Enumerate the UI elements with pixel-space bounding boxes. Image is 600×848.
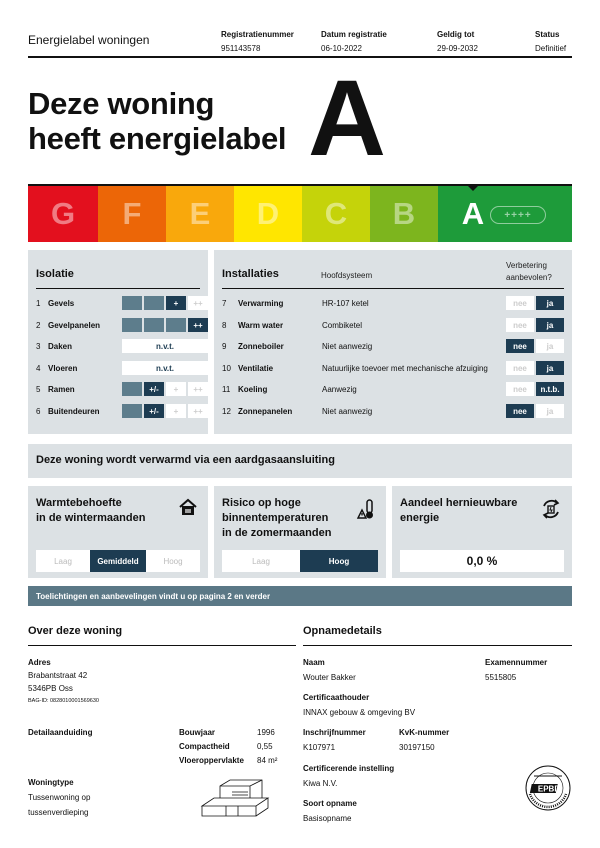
row-name: Gevels xyxy=(48,298,75,308)
improvement-option-ja: ja xyxy=(536,404,564,418)
row-name: Buitendeuren xyxy=(48,406,100,416)
woningtype-line: Tussenwoning op xyxy=(28,793,91,802)
field-value: Definitief xyxy=(535,44,567,53)
renewable-percentage: 0,0 % xyxy=(400,550,564,572)
active-class-marker xyxy=(466,184,480,191)
improvement-option-ja: n.t.b. xyxy=(536,382,564,396)
energy-class-b xyxy=(370,186,438,242)
improvement-option-nee: nee xyxy=(506,296,534,310)
warmtebehoefte-card xyxy=(28,486,208,578)
kvk-label: KvK-nummer xyxy=(399,728,450,737)
naam-block xyxy=(303,656,356,684)
risico-scale xyxy=(222,550,378,572)
bouwjaar-value: 1996 xyxy=(257,728,275,737)
examennummer-block xyxy=(485,656,547,684)
card-title-line: in de zomermaanden xyxy=(222,527,332,539)
epbd-logo xyxy=(524,764,572,817)
header-geldig-tot xyxy=(437,28,478,56)
compactheid-value: 0,55 xyxy=(257,742,273,751)
naam-value: Wouter Bakker xyxy=(303,673,356,682)
rating-cell: ++ xyxy=(188,404,208,418)
isolatie-row-vloeren xyxy=(36,361,208,375)
rating-cell xyxy=(166,318,186,332)
energy-class-g xyxy=(28,186,98,242)
label-text: Vloeroppervlakte xyxy=(179,756,244,765)
rating-cell: +/- xyxy=(144,382,164,396)
rating-cell xyxy=(144,318,164,332)
energy-class-c xyxy=(302,186,370,242)
header-status xyxy=(535,28,566,56)
improvement-option-ja: ja xyxy=(536,361,564,375)
rating-cell: ++ xyxy=(188,318,208,332)
field-label: Status xyxy=(535,30,560,39)
rating-cell xyxy=(122,382,142,396)
label-text: Bouwjaar xyxy=(179,728,216,737)
installaties-panel xyxy=(214,250,572,434)
energy-class-letter: G xyxy=(50,196,76,231)
rating-cell: ++ xyxy=(188,382,208,396)
scale-option-hoog: Hoog xyxy=(146,550,200,572)
row-system: Combiketel xyxy=(322,320,363,330)
installatie-row xyxy=(222,296,564,310)
header-divider xyxy=(28,56,572,58)
installatie-row xyxy=(222,318,564,332)
certificaathouder-block xyxy=(303,691,415,719)
card-title xyxy=(222,496,331,541)
card-title-line: energie xyxy=(400,512,440,524)
row-name: Verwarming xyxy=(238,298,284,308)
opnamedetails-title: Opnamedetails xyxy=(303,625,382,637)
energy-class-letter: F xyxy=(122,196,142,231)
kvk-value: 30197150 xyxy=(399,743,435,752)
woningtype-block xyxy=(28,776,90,819)
scale-option-laag: Laag xyxy=(36,550,90,572)
certificerende-instelling-block xyxy=(303,762,394,790)
energy-class-a xyxy=(438,186,572,242)
energy-class-letter: C xyxy=(324,196,348,231)
installatie-row xyxy=(222,361,564,375)
over-woning-title: Over deze woning xyxy=(28,625,123,637)
isolatie-row-gevelpanelen xyxy=(36,318,208,332)
rating-cell xyxy=(144,296,164,310)
row-number: 3 xyxy=(36,341,41,351)
instelling-value: Kiwa N.V. xyxy=(303,779,338,788)
rating-cells xyxy=(122,404,208,418)
rating-cells xyxy=(122,318,208,332)
explanation-note: Toelichtingen en aanbevelingen vindt u op pagina 2 en verder xyxy=(28,586,572,606)
energy-class-f xyxy=(98,186,166,242)
rating-cell: + xyxy=(166,404,186,418)
soort-label: Soort opname xyxy=(303,799,357,808)
header-registratienummer xyxy=(221,28,294,56)
document-title: Energielabel woningen xyxy=(28,33,150,47)
vloeroppervlakte-value: 84 m² xyxy=(257,756,278,765)
row-number: 12 xyxy=(222,406,231,416)
improvement-option-nee: nee xyxy=(506,318,534,332)
card-title xyxy=(36,496,145,526)
adres-block xyxy=(28,656,87,695)
energy-class-letter: A xyxy=(461,196,485,231)
row-system: Natuurlijke toevoer met mechanische afzuiging xyxy=(322,363,488,373)
building-illustration xyxy=(200,778,270,823)
field-label: Datum registratie xyxy=(321,30,387,39)
detailaanduiding-label xyxy=(28,726,92,739)
headline xyxy=(28,86,286,156)
improvement-option-ja: ja xyxy=(536,339,564,353)
soort-value: Basisopname xyxy=(303,814,352,823)
rating-cell: + xyxy=(166,382,186,396)
scale-option-gemiddeld: Gemiddeld xyxy=(90,550,146,572)
inschrijfnummer-value: K107971 xyxy=(303,743,336,752)
adres-postcode-city: 5346PB Oss xyxy=(28,684,73,693)
rating-cell xyxy=(122,296,142,310)
row-number: 1 xyxy=(36,298,41,308)
improvement-option-nee: nee xyxy=(506,361,534,375)
energy-class-letter: E xyxy=(189,196,211,231)
rating-cell xyxy=(122,318,142,332)
rating-cells xyxy=(122,382,208,396)
warmte-scale xyxy=(36,550,200,572)
risico-card xyxy=(214,486,386,578)
field-label: Registratienummer xyxy=(221,30,294,39)
energy-label-letter: A xyxy=(308,57,386,178)
row-name: Ramen xyxy=(48,384,75,394)
improvement-option-nee: nee xyxy=(506,339,534,353)
row-system: Aanwezig xyxy=(322,384,357,394)
improvement-option-ja: ja xyxy=(536,318,564,332)
column-header-hoofdsysteem: Hoofdsysteem xyxy=(321,271,373,280)
row-name: Warm water xyxy=(238,320,284,330)
section-divider xyxy=(303,645,572,646)
bouwjaar-label xyxy=(179,726,215,739)
row-number: 6 xyxy=(36,406,41,416)
header-line: Verbetering xyxy=(506,261,547,270)
rating-cell: + xyxy=(166,296,186,310)
card-title-line: Warmtebehoefte xyxy=(36,497,122,509)
field-label: Geldig tot xyxy=(437,30,475,39)
row-name: Vloeren xyxy=(48,363,78,373)
not-applicable-value: n.v.t. xyxy=(122,361,208,375)
card-title xyxy=(400,496,517,526)
certificaathouder-label: Certificaathouder xyxy=(303,693,370,702)
rating-cell: ++ xyxy=(188,296,208,310)
row-number: 11 xyxy=(222,384,231,394)
thermometer-warning-icon xyxy=(356,498,376,525)
label-text: Compactheid xyxy=(179,742,230,751)
isolatie-title: Isolatie xyxy=(36,268,74,280)
isolatie-row-gevels xyxy=(36,296,208,310)
row-number: 10 xyxy=(222,363,231,373)
divider xyxy=(36,288,200,289)
row-number: 4 xyxy=(36,363,41,373)
house-heating-icon xyxy=(178,498,198,521)
headline-line-2: heeft energielabel xyxy=(28,121,287,156)
row-name: Zonneboiler xyxy=(238,341,284,351)
isolatie-row-daken xyxy=(36,339,208,353)
rating-cell xyxy=(122,404,142,418)
card-title-line: Risico op hoge xyxy=(222,497,301,509)
energy-class-letter: D xyxy=(256,196,280,231)
renewable-energy-icon xyxy=(540,498,562,525)
heating-banner: Deze woning wordt verwarmd via een aardgasaansluiting xyxy=(28,444,572,478)
row-system: Niet aanwezig xyxy=(322,341,373,351)
row-system: HR-107 ketel xyxy=(322,298,369,308)
installatie-row xyxy=(222,404,564,418)
card-title-line: in de wintermaanden xyxy=(36,512,146,524)
scale-option-laag: Laag xyxy=(222,550,300,572)
row-system: Niet aanwezig xyxy=(322,406,373,416)
row-number: 8 xyxy=(222,320,227,330)
section-divider xyxy=(28,645,296,646)
instelling-label: Certificerende instelling xyxy=(303,764,395,773)
energy-label-bar xyxy=(28,184,572,242)
row-name: Koeling xyxy=(238,384,268,394)
isolatie-panel xyxy=(28,250,208,434)
adres-label: Adres xyxy=(28,658,51,667)
field-value: 29-09-2032 xyxy=(437,44,478,53)
improvement-option-ja: ja xyxy=(536,296,564,310)
header-datum-registratie xyxy=(321,28,387,56)
energy-class-e xyxy=(166,186,234,242)
headline-line-1: Deze woning xyxy=(28,86,215,121)
row-name: Ventilatie xyxy=(238,363,274,373)
not-applicable-value: n.v.t. xyxy=(122,339,208,353)
installatie-row xyxy=(222,382,564,396)
inschrijfnummer-block xyxy=(303,726,366,754)
row-name: Zonnepanelen xyxy=(238,406,293,416)
svg-text:EPBD: EPBD xyxy=(537,784,561,794)
bag-id: BAG-ID: 0828010001569630 xyxy=(28,698,99,704)
energy-class-letter: B xyxy=(392,196,416,231)
certificaathouder-value: INNAX gebouw & omgeving BV xyxy=(303,708,416,717)
column-header-verbetering xyxy=(506,260,552,284)
kvk-block xyxy=(399,726,449,754)
inschrijfnummer-label: Inschrijfnummer xyxy=(303,728,366,737)
card-title-line: binnentemperaturen xyxy=(222,512,329,524)
row-number: 5 xyxy=(36,384,41,394)
woningtype-label: Woningtype xyxy=(28,778,74,787)
field-value: 951143578 xyxy=(221,44,261,53)
adres-street: Brabantstraat 42 xyxy=(28,671,88,680)
improvement-option-nee: nee xyxy=(506,404,534,418)
row-name: Daken xyxy=(48,341,73,351)
row-name: Gevelpanelen xyxy=(48,320,101,330)
hernieuwbare-card xyxy=(392,486,572,578)
divider xyxy=(222,288,564,289)
energy-class-d xyxy=(234,186,302,242)
vloeroppervlakte-label xyxy=(179,754,244,767)
naam-label: Naam xyxy=(303,658,325,667)
field-value: 06-10-2022 xyxy=(321,44,362,53)
improvement-option-nee: nee xyxy=(506,382,534,396)
rating-cell: +/- xyxy=(144,404,164,418)
plus-scale-indicator: ++++ xyxy=(490,206,546,224)
soort-opname-block xyxy=(303,797,357,825)
isolatie-row-buitendeuren xyxy=(36,404,208,418)
compactheid-label xyxy=(179,740,230,753)
examennummer-value: 5515805 xyxy=(485,673,517,682)
examennummer-label: Examennummer xyxy=(485,658,548,667)
row-number: 2 xyxy=(36,320,41,330)
isolatie-row-ramen xyxy=(36,382,208,396)
installaties-title: Installaties xyxy=(222,268,279,280)
woningtype-line: tussenverdieping xyxy=(28,808,89,817)
installatie-row xyxy=(222,339,564,353)
rating-cells xyxy=(122,296,208,310)
row-number: 9 xyxy=(222,341,227,351)
card-title-line: Aandeel hernieuwbare xyxy=(400,497,518,509)
header-line: aanbevolen? xyxy=(506,273,552,282)
detail-label-text: Detailaanduiding xyxy=(28,728,93,737)
scale-option-hoog: Hoog xyxy=(300,550,378,572)
row-number: 7 xyxy=(222,298,227,308)
